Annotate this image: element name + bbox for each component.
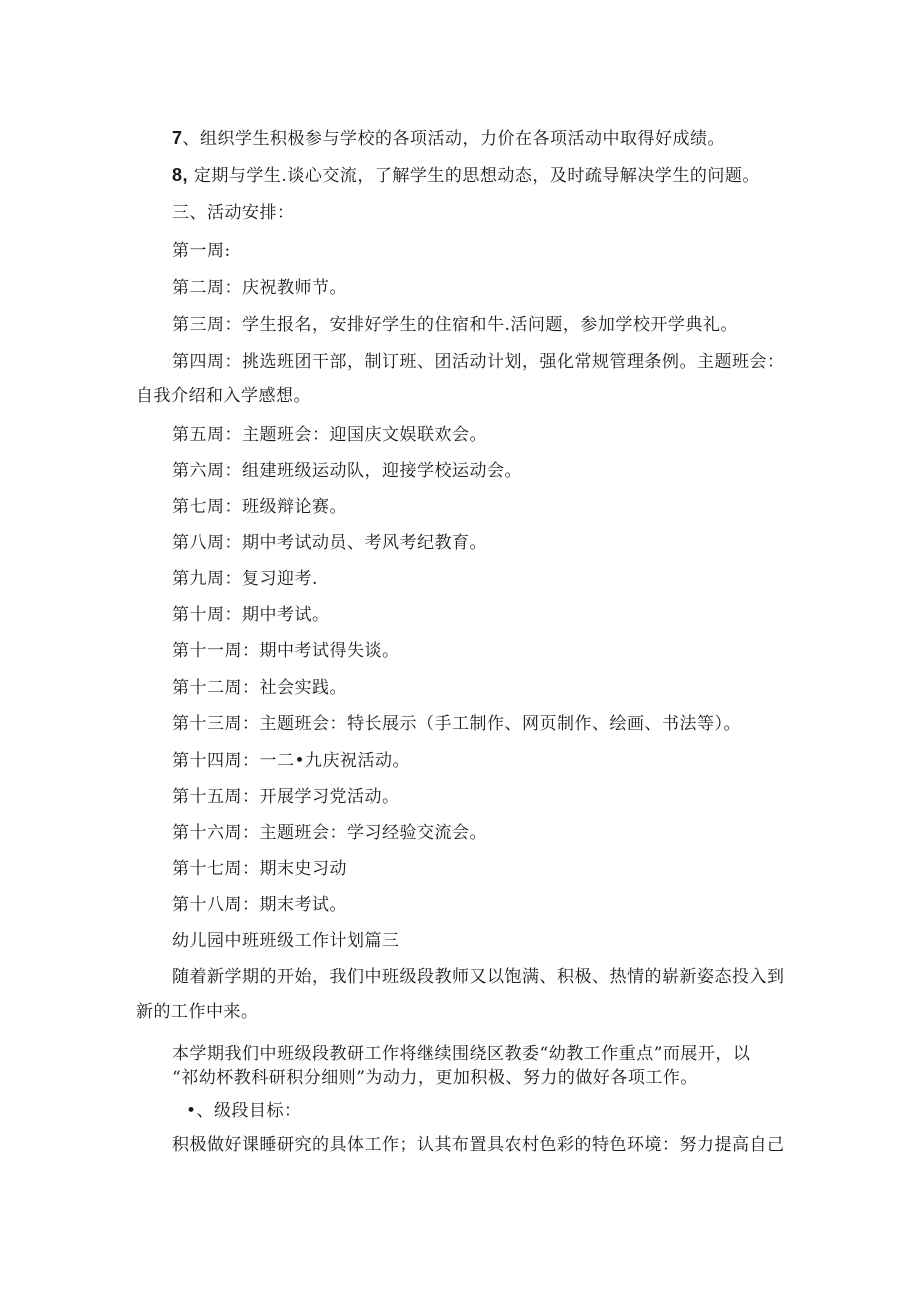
week-17: 第十七周：期末史习动 — [172, 859, 347, 879]
item-text: 、组织学生积极参与学校的各项活动，力价在各项活动中取得好成绩。 — [182, 129, 726, 149]
section-heading: 三、活动安排： — [172, 203, 295, 223]
paragraph-line: 随着新学期的开始，我们中班级段教师又以饱满、积极、热情的崭新姿态投入到 — [172, 967, 785, 987]
item-text: 定期与学生.谈心交流，了解学生的思想动态，及时疏导解决学生的问题。 — [188, 166, 760, 186]
week-5: 第五周：主题班会：迎国庆文娱联欢会。 — [172, 425, 487, 445]
paragraph-line: 新的工作中来。 — [136, 1002, 259, 1022]
list-item-7 — [172, 127, 725, 150]
item-number: 8, — [172, 165, 189, 185]
week-2: 第二周：庆祝教师节。 — [172, 278, 347, 298]
article-title: 幼儿园中班班级工作计划篇三 — [172, 931, 400, 951]
week-11: 第十一周：期中考试得失谈。 — [172, 641, 400, 661]
week-4: 第四周：挑选班团干部，制订班、团活动计划，强化常规管理条例。主题班会： — [172, 352, 785, 372]
item-number: 7 — [172, 128, 183, 148]
week-14: 第十四周：一二•九庆祝活动。 — [172, 751, 411, 771]
week-9: 第九周：复习迎考. — [172, 569, 318, 589]
week-13: 第十三周：主题班会：特长展示（手工制作、网页制作、绘画、书法等）。 — [172, 714, 741, 734]
week-12: 第十二周：社会实践。 — [172, 678, 347, 698]
week-16: 第十六周：主题班会：学习经验交流会。 — [172, 823, 487, 843]
paragraph-line: 本学期我们中班级段教研工作将继续围绕区教委“幼教工作重点”而展开，以 — [172, 1044, 751, 1064]
week-10: 第十周：期中考试。 — [172, 605, 330, 625]
week-6: 第六周：组建班级运动队，迎接学校运动会。 — [172, 461, 522, 481]
week-3: 第三周：学生报名，安排好学生的住宿和牛.活问题，参加学校开学典礼。 — [172, 315, 738, 335]
subheading: •、级段目标： — [186, 1101, 302, 1121]
list-item-8 — [172, 164, 760, 187]
paragraph-line: “祁幼杯教科研积分细则”为动力，更加积极、努力的做好各项工作。 — [172, 1068, 698, 1088]
week-18: 第十八周：期末考试。 — [172, 895, 347, 915]
week-7: 第七周：班级辩论赛。 — [172, 497, 347, 517]
week-1: 第一周: — [172, 241, 231, 261]
week-4-continued: 自我介绍和入学感想。 — [136, 386, 311, 406]
week-8: 第八周：期中考试动员、考风考纪教育。 — [172, 533, 487, 553]
week-15: 第十五周：开展学习党活动。 — [172, 787, 400, 807]
paragraph-line: 积极做好课睡研究的具体工作；认其布置具农村色彩的特色环境：努力提高自己 — [172, 1135, 785, 1155]
